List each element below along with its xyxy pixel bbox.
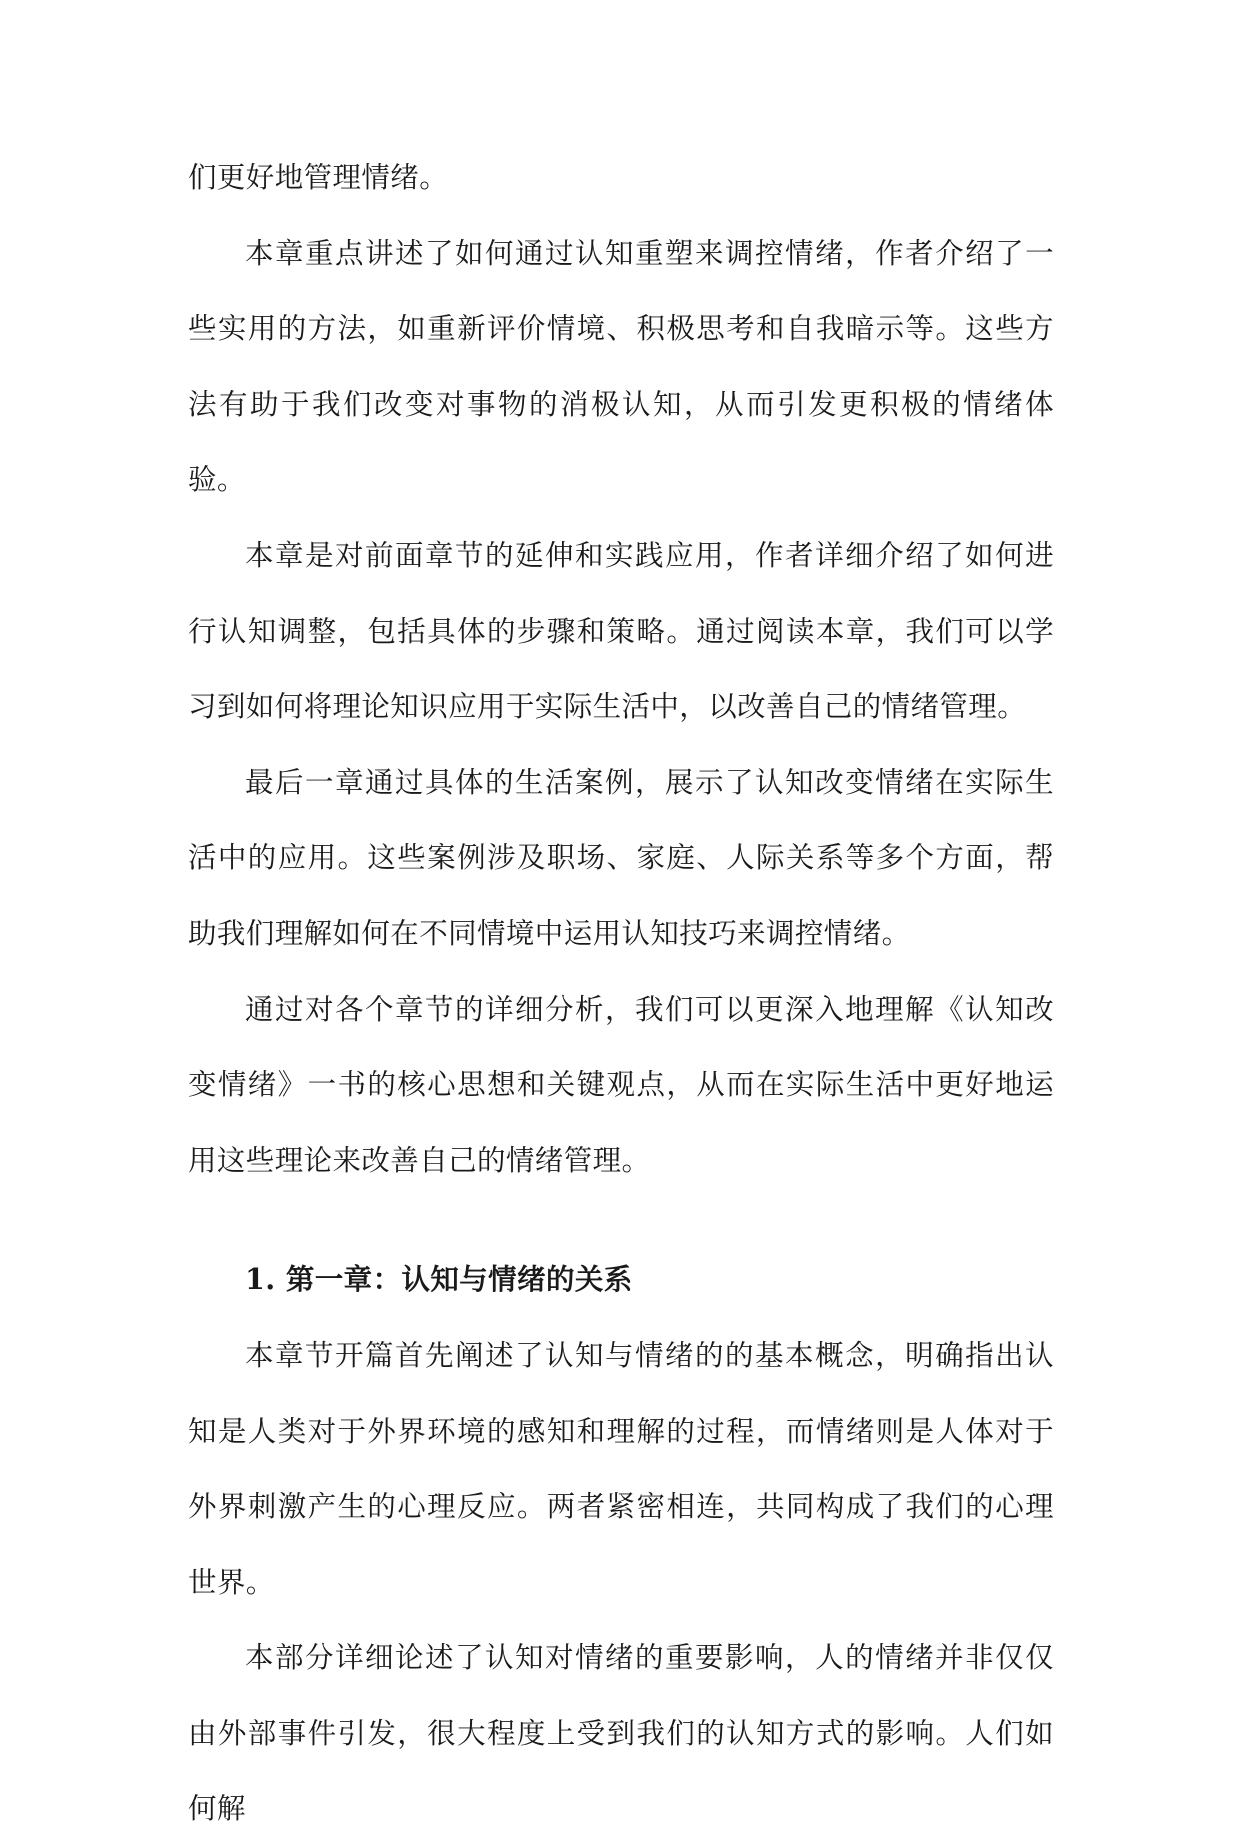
body-paragraph: 最后一章通过具体的生活案例，展示了认知改变情绪在实际生活中的应用。这些案例涉及职场、家庭、人际关系等多个方面，帮助我们理解如何在不同情境中运用认知技巧来调控情绪。 (188, 765, 1054, 950)
body-paragraph: 本章节开篇首先阐述了认知与情绪的的基本概念，明确指出认知是人类对于外界环境的感知和理解的过程，而情绪则是人体对于外界刺激产生的心理反应。两者紧密相连，共同构成了我们的心理世界。 (188, 1338, 1054, 1599)
body-paragraph: 本部分详细论述了认知对情绪的重要影响，人的情绪并非仅仅由外部事件引发，很大程度上受到我们的认知方式的影响。人们如何解 (188, 1641, 1054, 1826)
body-paragraph: 本章重点讲述了如何通过认知重塑来调控情绪，作者介绍了一些实用的方法，如重新评价情境、积极思考和自我暗示等。这些方法有助于我们改变对事物的消极认知，从而引发更积极的情绪体验。 (188, 236, 1054, 497)
body-paragraph: 本章是对前面章节的延伸和实践应用，作者详细介绍了如何进行认知调整，包括具体的步骤和策略。通过阅读本章，我们可以学习到如何将理论知识应用于实际生活中，以改善自己的情绪管理。 (188, 538, 1054, 724)
section-heading: 1. 第一章：认知与情绪的关系 (245, 1262, 633, 1297)
continuation-paragraph: 们更好地管理情绪。 (188, 161, 449, 194)
document-body (188, 140, 1054, 1847)
body-paragraph: 通过对各个章节的详细分析，我们可以更深入地理解《认知改变情绪》一书的核心思想和关键观点，从而在实际生活中更好地运用这些理论来改善自己的情绪管理。 (188, 992, 1054, 1177)
